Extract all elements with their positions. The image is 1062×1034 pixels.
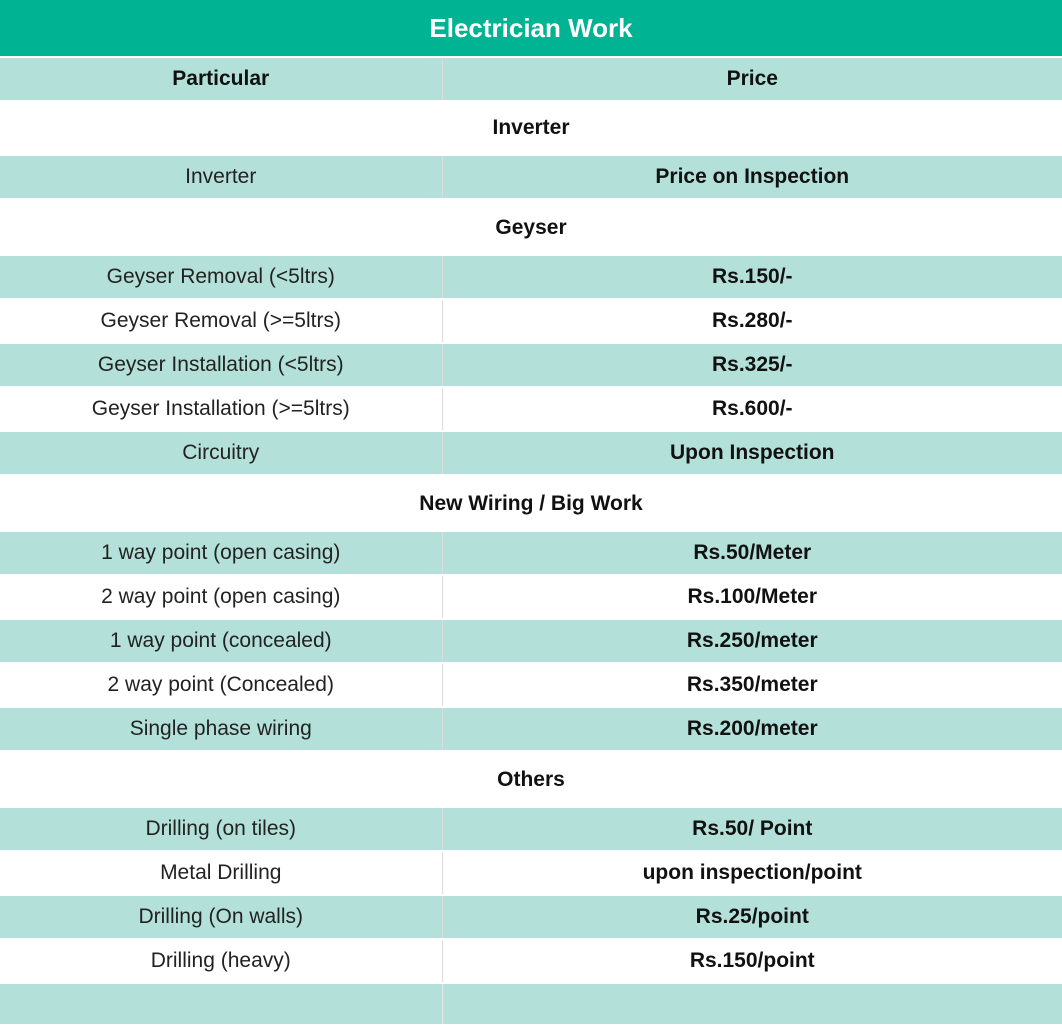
price-cell: Rs.100/Meter bbox=[442, 575, 1062, 619]
particular-cell: 2 way point (open casing) bbox=[0, 575, 442, 619]
price-cell: Rs.200/meter bbox=[442, 707, 1062, 751]
particular-cell: Inverter bbox=[0, 156, 442, 199]
table-row bbox=[0, 387, 1062, 431]
particular-cell: Drilling (on tiles) bbox=[0, 808, 442, 851]
price-cell: Rs.600/- bbox=[442, 387, 1062, 431]
section-row bbox=[0, 100, 1062, 156]
particular-cell: Circuitry bbox=[0, 431, 442, 475]
table-row bbox=[0, 939, 1062, 983]
table-row bbox=[0, 619, 1062, 663]
price-cell: upon inspection/point bbox=[442, 851, 1062, 895]
column-header-price: Price bbox=[442, 57, 1062, 100]
price-cell: Rs.50/Meter bbox=[442, 532, 1062, 575]
particular-cell: 1 way point (open casing) bbox=[0, 532, 442, 575]
table-row bbox=[0, 256, 1062, 299]
table-title: Electrician Work bbox=[0, 0, 1062, 57]
column-header-particular: Particular bbox=[0, 57, 442, 100]
empty-cell bbox=[0, 983, 442, 1024]
table-row bbox=[0, 156, 1062, 199]
particular-cell: Drilling (heavy) bbox=[0, 939, 442, 983]
table-row bbox=[0, 808, 1062, 851]
section-heading: Geyser bbox=[0, 199, 1062, 256]
price-cell: Rs.50/ Point bbox=[442, 808, 1062, 851]
empty-row bbox=[0, 983, 1062, 1024]
table-row bbox=[0, 895, 1062, 939]
table-row bbox=[0, 299, 1062, 343]
particular-cell: Drilling (On walls) bbox=[0, 895, 442, 939]
table-row bbox=[0, 663, 1062, 707]
section-heading: Others bbox=[0, 751, 1062, 808]
table-title-row bbox=[0, 0, 1062, 57]
table-row bbox=[0, 851, 1062, 895]
price-cell: Price on Inspection bbox=[442, 156, 1062, 199]
empty-cell bbox=[442, 983, 1062, 1024]
particular-cell: Geyser Installation (>=5ltrs) bbox=[0, 387, 442, 431]
price-cell: Rs.25/point bbox=[442, 895, 1062, 939]
particular-cell: Geyser Removal (<5ltrs) bbox=[0, 256, 442, 299]
particular-cell: Geyser Removal (>=5ltrs) bbox=[0, 299, 442, 343]
section-heading: Inverter bbox=[0, 100, 1062, 156]
table-row bbox=[0, 575, 1062, 619]
particular-cell: Single phase wiring bbox=[0, 707, 442, 751]
price-cell: Rs.150/point bbox=[442, 939, 1062, 983]
particular-cell: 1 way point (concealed) bbox=[0, 619, 442, 663]
price-cell: Upon Inspection bbox=[442, 431, 1062, 475]
particular-cell: Metal Drilling bbox=[0, 851, 442, 895]
section-row bbox=[0, 475, 1062, 532]
particular-cell: 2 way point (Concealed) bbox=[0, 663, 442, 707]
particular-cell: Geyser Installation (<5ltrs) bbox=[0, 343, 442, 387]
section-row bbox=[0, 751, 1062, 808]
table-row bbox=[0, 707, 1062, 751]
price-cell: Rs.350/meter bbox=[442, 663, 1062, 707]
price-cell: Rs.150/- bbox=[442, 256, 1062, 299]
table-row bbox=[0, 431, 1062, 475]
section-row bbox=[0, 199, 1062, 256]
table-row bbox=[0, 532, 1062, 575]
section-heading: New Wiring / Big Work bbox=[0, 475, 1062, 532]
price-cell: Rs.325/- bbox=[442, 343, 1062, 387]
table-row bbox=[0, 343, 1062, 387]
column-header-row bbox=[0, 57, 1062, 100]
price-cell: Rs.280/- bbox=[442, 299, 1062, 343]
price-cell: Rs.250/meter bbox=[442, 619, 1062, 663]
